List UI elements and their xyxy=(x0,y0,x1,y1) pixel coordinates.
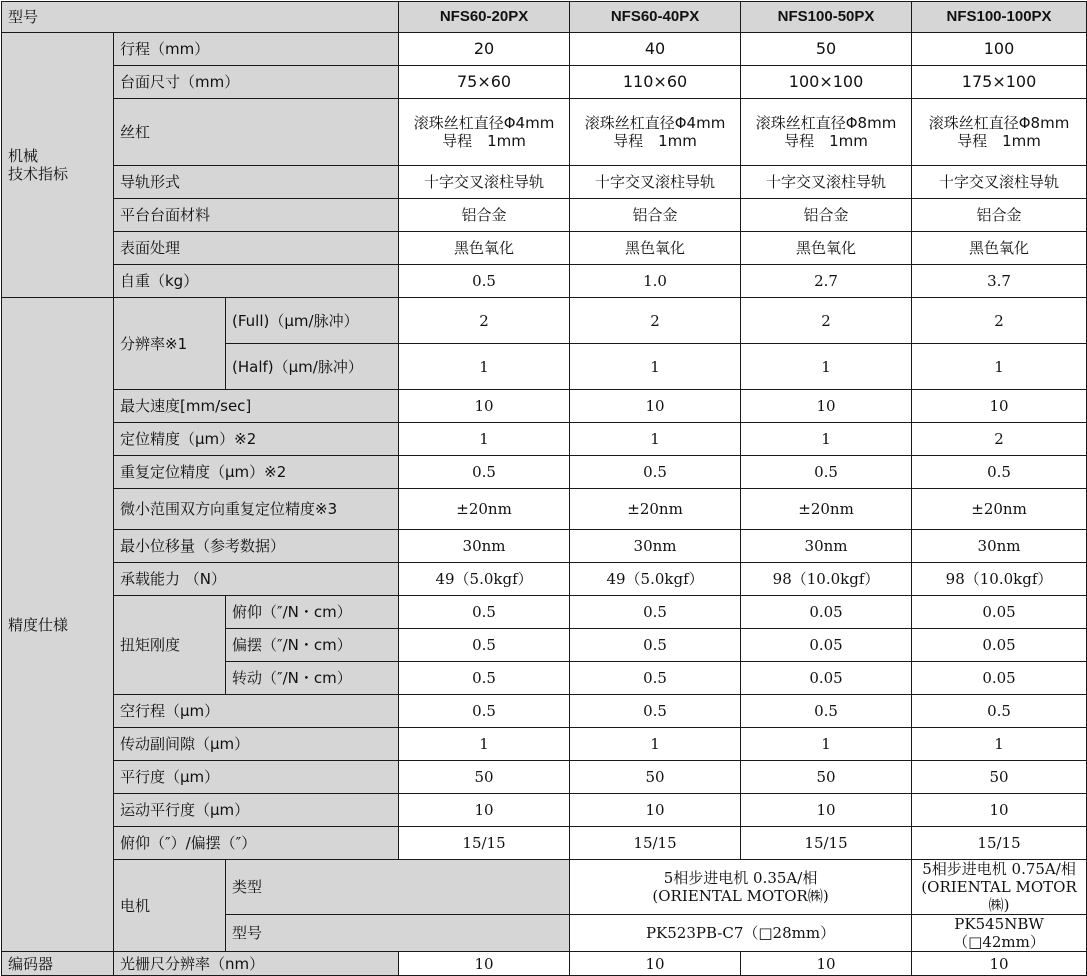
cell-value: 49（5.0kgf） xyxy=(399,563,570,596)
cell-value: 2 xyxy=(570,298,741,344)
cell-value: 0.05 xyxy=(912,629,1087,662)
model-name: NFS100-100PX xyxy=(912,2,1087,33)
cell-value: 50 xyxy=(741,761,912,794)
row-guide xyxy=(2,166,1087,199)
cell-value: 十字交叉滚柱导轨 xyxy=(399,166,570,199)
cell-value: 100 xyxy=(912,33,1087,66)
cell-value: 49（5.0kgf） xyxy=(570,563,741,596)
cell-value: 0.05 xyxy=(912,662,1087,695)
cell-value: 0.5 xyxy=(570,596,741,629)
model-label: 型号 xyxy=(2,2,399,33)
cell-value: PK545NBW（□42mm） xyxy=(912,915,1087,952)
cell-value: 15/15 xyxy=(741,827,912,860)
cell-line: 滚珠丝杠直径Φ8mm xyxy=(928,114,1070,132)
row-sublabel: (Full)（μm/脉冲） xyxy=(226,298,399,344)
cell-value: 75×60 xyxy=(399,66,570,99)
row-lost-motion xyxy=(2,695,1087,728)
cell-value: 50 xyxy=(741,33,912,66)
cell-value: 98（10.0kgf） xyxy=(912,563,1087,596)
row-table-size xyxy=(2,66,1087,99)
cell-value: 10 xyxy=(399,952,570,976)
cell-value: 0.5 xyxy=(399,629,570,662)
model-name: NFS60-20PX xyxy=(399,2,570,33)
cell-value xyxy=(570,860,912,915)
cell-value: 0.5 xyxy=(912,456,1087,489)
row-torque-pitch xyxy=(2,596,1087,629)
row-label: 俯仰（″）/偏摆（″） xyxy=(114,827,399,860)
cell-value xyxy=(912,860,1087,915)
cell-value: 110×60 xyxy=(570,66,741,99)
cell-value: 50 xyxy=(912,761,1087,794)
cell-value: 15/15 xyxy=(570,827,741,860)
row-sublabel: 俯仰（″/N・cm） xyxy=(226,596,399,629)
cell-value: 50 xyxy=(399,761,570,794)
cell-value: 50 xyxy=(570,761,741,794)
cell-value: 0.5 xyxy=(399,456,570,489)
cell-line: 导程 1mm xyxy=(442,132,526,150)
row-sublabel: 转动（″/N・cm） xyxy=(226,662,399,695)
category-mechanical xyxy=(2,33,114,298)
cell-value xyxy=(741,99,912,166)
cell-value: 10 xyxy=(399,390,570,423)
row-label: 表面处理 xyxy=(114,232,399,265)
cell-value: 0.5 xyxy=(399,596,570,629)
cell-value: 0.5 xyxy=(570,695,741,728)
row-label: 承载能力 （N） xyxy=(114,563,399,596)
category-encoder: 编码器 xyxy=(2,952,114,976)
cell-value: 1 xyxy=(570,344,741,390)
row-label: 行程（mm） xyxy=(114,33,399,66)
cell-value: 2 xyxy=(741,298,912,344)
cell-value: 1 xyxy=(912,728,1087,761)
row-sublabel: 偏摆（″/N・cm） xyxy=(226,629,399,662)
cell-value: 100×100 xyxy=(741,66,912,99)
row-surface xyxy=(2,232,1087,265)
cell-value: ±20nm xyxy=(741,489,912,530)
cell-value: 1 xyxy=(399,344,570,390)
row-encoder xyxy=(2,952,1087,976)
cell-value: 10 xyxy=(912,952,1087,976)
row-label: 型号 xyxy=(226,915,570,952)
cell-value: 0.5 xyxy=(570,662,741,695)
cell-value: 1 xyxy=(399,423,570,456)
cell-value: 10 xyxy=(912,390,1087,423)
cell-line: 导程 1mm xyxy=(613,132,697,150)
row-min-step xyxy=(2,530,1087,563)
row-load xyxy=(2,563,1087,596)
row-material xyxy=(2,199,1087,232)
cell-value: 0.5 xyxy=(399,265,570,298)
cell-value: 1.0 xyxy=(570,265,741,298)
cell-value: 10 xyxy=(741,952,912,976)
cell-line: 5相步进电机 0.35A/相 xyxy=(663,869,818,887)
row-positioning xyxy=(2,423,1087,456)
row-label: 扭矩刚度 xyxy=(114,596,226,695)
cell-value: 30nm xyxy=(741,530,912,563)
cell-value: 30nm xyxy=(399,530,570,563)
row-label: 最大速度[mm/sec] xyxy=(114,390,399,423)
cell-value: 1 xyxy=(741,344,912,390)
cell-value: 0.05 xyxy=(912,596,1087,629)
cell-value: 175×100 xyxy=(912,66,1087,99)
row-pitch-yaw xyxy=(2,827,1087,860)
cell-value xyxy=(570,99,741,166)
spec-table xyxy=(1,1,1087,976)
cell-value: 1 xyxy=(741,728,912,761)
cell-value: 3.7 xyxy=(912,265,1087,298)
cell-line: 导程 1mm xyxy=(784,132,868,150)
cell-value xyxy=(912,99,1087,166)
cell-value: 1 xyxy=(912,344,1087,390)
row-label: 定位精度（μm）※2 xyxy=(114,423,399,456)
cell-value: 10 xyxy=(399,794,570,827)
cell-value: 黑色氧化 xyxy=(741,232,912,265)
row-label: 平行度（μm） xyxy=(114,761,399,794)
cell-value: 0.05 xyxy=(741,662,912,695)
cell-value: 2 xyxy=(912,298,1087,344)
cell-value: 黑色氧化 xyxy=(912,232,1087,265)
cell-value xyxy=(399,99,570,166)
cell-value: 10 xyxy=(570,390,741,423)
row-weight xyxy=(2,265,1087,298)
model-name: NFS100-50PX xyxy=(741,2,912,33)
cell-value: 40 xyxy=(570,33,741,66)
cell-value: 2 xyxy=(399,298,570,344)
cell-value: 铝合金 xyxy=(570,199,741,232)
cell-line: 导程 1mm xyxy=(957,132,1041,150)
category-line: 机械 xyxy=(8,147,39,165)
cell-value: 十字交叉滚柱导轨 xyxy=(912,166,1087,199)
cell-value: 铝合金 xyxy=(912,199,1087,232)
row-screw xyxy=(2,99,1087,166)
row-label: 最小位移量（参考数据） xyxy=(114,530,399,563)
model-name: NFS60-40PX xyxy=(570,2,741,33)
cell-value: 20 xyxy=(399,33,570,66)
category-line: 技术指标 xyxy=(8,165,69,183)
cell-value: 0.05 xyxy=(741,596,912,629)
cell-value: 2.7 xyxy=(741,265,912,298)
row-micro-repeat xyxy=(2,489,1087,530)
cell-value: 2 xyxy=(912,423,1087,456)
cell-line: 滚珠丝杠直径Φ4mm xyxy=(413,114,555,132)
cell-value: 0.05 xyxy=(741,629,912,662)
cell-value: 15/15 xyxy=(399,827,570,860)
cell-value: 0.5 xyxy=(399,662,570,695)
row-label: 台面尺寸（mm） xyxy=(114,66,399,99)
cell-value: 10 xyxy=(912,794,1087,827)
row-parallelism xyxy=(2,761,1087,794)
row-max-speed xyxy=(2,390,1087,423)
row-stroke xyxy=(2,33,1087,66)
row-label: 重复定位精度（μm）※2 xyxy=(114,456,399,489)
cell-value: 10 xyxy=(570,794,741,827)
row-label: 微小范围双方向重复定位精度※3 xyxy=(114,489,399,530)
cell-value: 10 xyxy=(741,390,912,423)
cell-value: ±20nm xyxy=(912,489,1087,530)
category-precision: 精度仕様 xyxy=(2,298,114,952)
cell-value: 15/15 xyxy=(912,827,1087,860)
cell-value: 1 xyxy=(741,423,912,456)
cell-value: 30nm xyxy=(912,530,1087,563)
row-label: 空行程（μm） xyxy=(114,695,399,728)
row-label: 分辨率※1 xyxy=(114,298,226,390)
row-label: 类型 xyxy=(226,860,570,915)
cell-line: (ORIENTAL MOTOR㈱) xyxy=(652,887,829,905)
row-label: 光栅尺分辨率（nm） xyxy=(114,952,399,976)
category-motor: 电机 xyxy=(114,860,226,952)
row-motor-type xyxy=(2,860,1087,915)
cell-value: 0.5 xyxy=(570,629,741,662)
cell-value: 黑色氧化 xyxy=(399,232,570,265)
cell-value: 0.5 xyxy=(570,456,741,489)
cell-value: ±20nm xyxy=(570,489,741,530)
cell-value: 0.5 xyxy=(741,456,912,489)
cell-line: 滚珠丝杠直径Φ8mm xyxy=(755,114,897,132)
row-label: 平台台面材料 xyxy=(114,199,399,232)
header-row xyxy=(2,2,1087,33)
cell-value: 1 xyxy=(570,423,741,456)
row-resolution-full xyxy=(2,298,1087,344)
cell-value: 1 xyxy=(399,728,570,761)
cell-value: 98（10.0kgf） xyxy=(741,563,912,596)
row-sublabel: (Half)（μm/脉冲） xyxy=(226,344,399,390)
cell-value: PK523PB-C7（□28mm） xyxy=(570,915,912,952)
cell-value: 0.5 xyxy=(912,695,1087,728)
cell-value: 十字交叉滚柱导轨 xyxy=(741,166,912,199)
row-label: 自重（kg） xyxy=(114,265,399,298)
cell-value: 黑色氧化 xyxy=(570,232,741,265)
cell-value: 铝合金 xyxy=(399,199,570,232)
row-motion-parallelism xyxy=(2,794,1087,827)
cell-value: 10 xyxy=(570,952,741,976)
cell-line: 滚珠丝杠直径Φ4mm xyxy=(584,114,726,132)
cell-value: ±20nm xyxy=(399,489,570,530)
row-label: 运动平行度（μm） xyxy=(114,794,399,827)
cell-value: 1 xyxy=(570,728,741,761)
row-repeat xyxy=(2,456,1087,489)
row-label: 丝杠 xyxy=(114,99,399,166)
cell-value: 0.5 xyxy=(741,695,912,728)
cell-value: 30nm xyxy=(570,530,741,563)
cell-line: 5相步进电机 0.75A/相 xyxy=(922,860,1076,878)
cell-line: (ORIENTAL MOTOR㈱) xyxy=(921,878,1077,914)
row-label: 传动副间隙（μm） xyxy=(114,728,399,761)
cell-value: 十字交叉滚柱导轨 xyxy=(570,166,741,199)
row-backlash xyxy=(2,728,1087,761)
row-label: 导轨形式 xyxy=(114,166,399,199)
cell-value: 铝合金 xyxy=(741,199,912,232)
cell-value: 0.5 xyxy=(399,695,570,728)
cell-value: 10 xyxy=(741,794,912,827)
